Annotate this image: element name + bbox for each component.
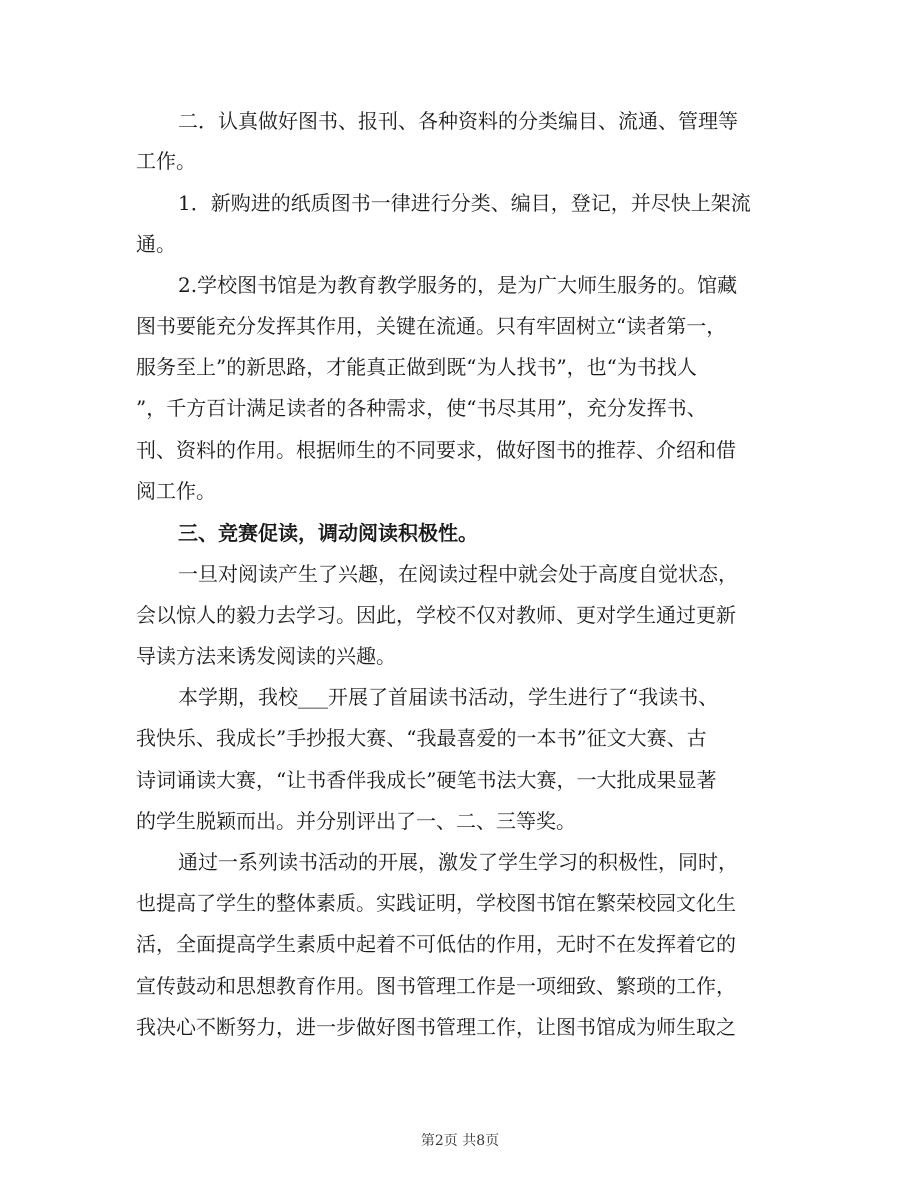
text-line: 通。 (136, 232, 176, 256)
text-line: 二．认真做好图书、报刊、各种资料的分类编目、流通、管理等 (178, 109, 738, 133)
text-line: 我快乐、我成长”手抄报大赛、“我最喜爱的一本书”征文大赛、古 (136, 726, 707, 750)
text-line: 通过一系列读书活动的开展，激发了学生学习的积极性，同时， (178, 850, 738, 874)
text-line: 会以惊人的毅力去学习。因此，学校不仅对教师、更对学生通过更新 (136, 603, 736, 627)
text-line: 一旦对阅读产生了兴趣，在阅读过程中就会处于高度自觉状态， (178, 562, 738, 586)
text-line: 本学期，我校___开展了首届读书活动，学生进行了“我读书、 (178, 685, 719, 709)
text-line: 工作。 (136, 149, 196, 173)
section-heading: 三、竞赛促读，调动阅读积极性。 (178, 521, 478, 545)
text-line: 阅工作。 (136, 479, 216, 503)
text-line: 导读方法来诱发阅读的兴趣。 (136, 644, 396, 668)
text-line: 服务至上”的新思路，才能真正做到既“为人找书”，也“为书找人 (136, 355, 697, 379)
text-line: ”，千方百计满足读者的各种需求，使“书尽其用”，充分发挥书、 (136, 396, 707, 420)
text-line: 诗词诵读大赛，“让书香伴我成长”硬笔书法大赛，一大批成果显著 (136, 768, 717, 792)
text-line: 图书要能充分发挥其作用，关键在流通。只有牢固树立“读者第一， (136, 314, 727, 338)
text-line: 也提高了学生的整体素质。实践证明，学校图书馆在繁荣校园文化生 (136, 891, 736, 915)
page-number-footer: 第2页 共8页 (420, 1133, 500, 1149)
text-line: 宣传鼓动和思想教育作用。图书管理工作是一项细致、繁琐的工作， (136, 974, 736, 998)
text-line: 活，全面提高学生素质中起着不可低估的作用，无时不在发挥着它的 (136, 932, 736, 956)
text-line: 我决心不断努力，进一步做好图书管理工作，让图书馆成为师生取之 (136, 1015, 736, 1039)
text-line: 2.学校图书馆是为教育教学服务的，是为广大师生服务的。馆藏 (178, 273, 738, 297)
text-line: 1．新购进的纸质图书一律进行分类、编目，登记，并尽快上架流 (178, 191, 751, 215)
text-line: 刊、资料的作用。根据师生的不同要求，做好图书的推荐、介绍和借 (136, 438, 736, 462)
text-line: 的学生脱颖而出。并分别评出了一、二、三等奖。 (136, 809, 576, 833)
